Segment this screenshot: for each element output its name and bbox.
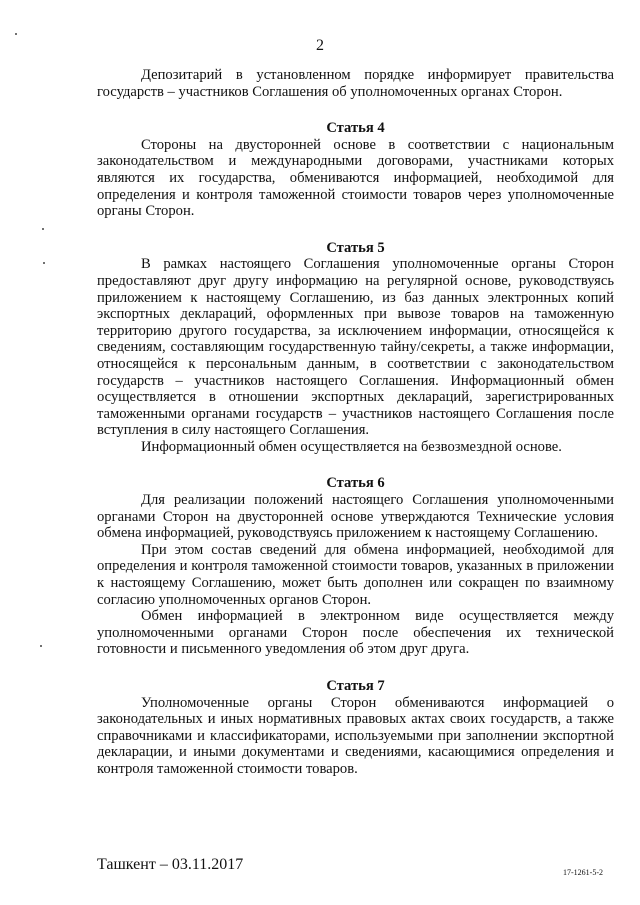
intro-paragraph: Депозитарий в установленном порядке информирует правительства государств – участников Соглашения об уполномоченных органах Сторон. [97,67,614,100]
article-paragraph: Для реализации положений настоящего Соглашения уполномоченными органами Сторон на двусторонней основе утверждаются Технические условия обмена информацией, руководствуясь приложением к настоящему Соглашению. [97,492,614,542]
scan-speck [40,645,42,647]
page-number: 2 [316,37,324,54]
article-heading: Статья 6 [326,475,385,492]
footer-place-date: Ташкент – 03.11.2017 [97,856,244,873]
scan-speck [15,33,17,35]
section-gap [97,100,614,120]
article-heading: Статья 5 [326,239,385,256]
article-heading: Статья 7 [326,678,385,694]
article-heading: Статья 4 [326,120,385,137]
document-body [97,67,614,778]
article-paragraph: Уполномоченные органы Сторон обмениваются информацией о законодательных и иных нормативных правовых актах своих государств, а также справочниками и классификаторами, используемыми при заполнении экспортной декларации, и иными документами и сведениями, касающимися определения и контроля таможенной стоимости товаров. [97,694,614,777]
article-paragraph: Информационный обмен осуществляется на безвозмездной основе. [141,438,562,455]
article-5 [97,240,614,456]
article-paragraph: В рамках настоящего Соглашения уполномоченные органы Сторон предоставляют друг другу информацию на регулярной основе, руководствуясь приложением к настоящему Соглашению, из баз данных электронных копий экспортных деклараций, оформленных при вывозе товаров на таможенную территорию другого государства, за исключением информации, относящейся к сведениям, составляющим государственную тайну/секреты, а также информации, относящейся к персональным данным, в соответствии с законодательством государств – участников настоящего Соглашения. Информационный обмен осуществляется в отношении экспортных деклараций, зарегистрированных таможенными органами государств – участников настоящего Соглашения после вступления в силу настоящего Соглашения. [97,256,614,439]
section-gap [97,658,614,678]
article-paragraph: При этом состав сведений для обмена информацией, необходимой для определения и контроля таможенной стоимости товаров, указанных в приложении к настоящему Соглашению, может быть дополнен или сокращен по взаимному согласию уполномоченных органов Сторон. [97,541,614,608]
article-paragraph: Стороны на двусторонней основе в соответствии с национальным законодательством и международными договорами, участниками которых являются их государства, обмениваются информацией, необходимой для определения и контроля таможенной стоимости товаров через уполномоченные органы Сторон. [97,136,614,220]
scan-speck [42,228,44,230]
section-gap [97,220,614,240]
article-4 [97,120,614,220]
scan-speck [43,262,45,264]
article-paragraph: Обмен информацией в электронном виде осуществляется между уполномоченными органами Сторон после обеспечения их технической готовности и письменного уведомления об этом друг друга. [97,608,614,658]
article-7 [97,678,614,778]
section-gap [97,455,614,475]
footer-doc-code: 17-1261-5-2 [563,868,603,877]
article-6 [97,475,614,658]
